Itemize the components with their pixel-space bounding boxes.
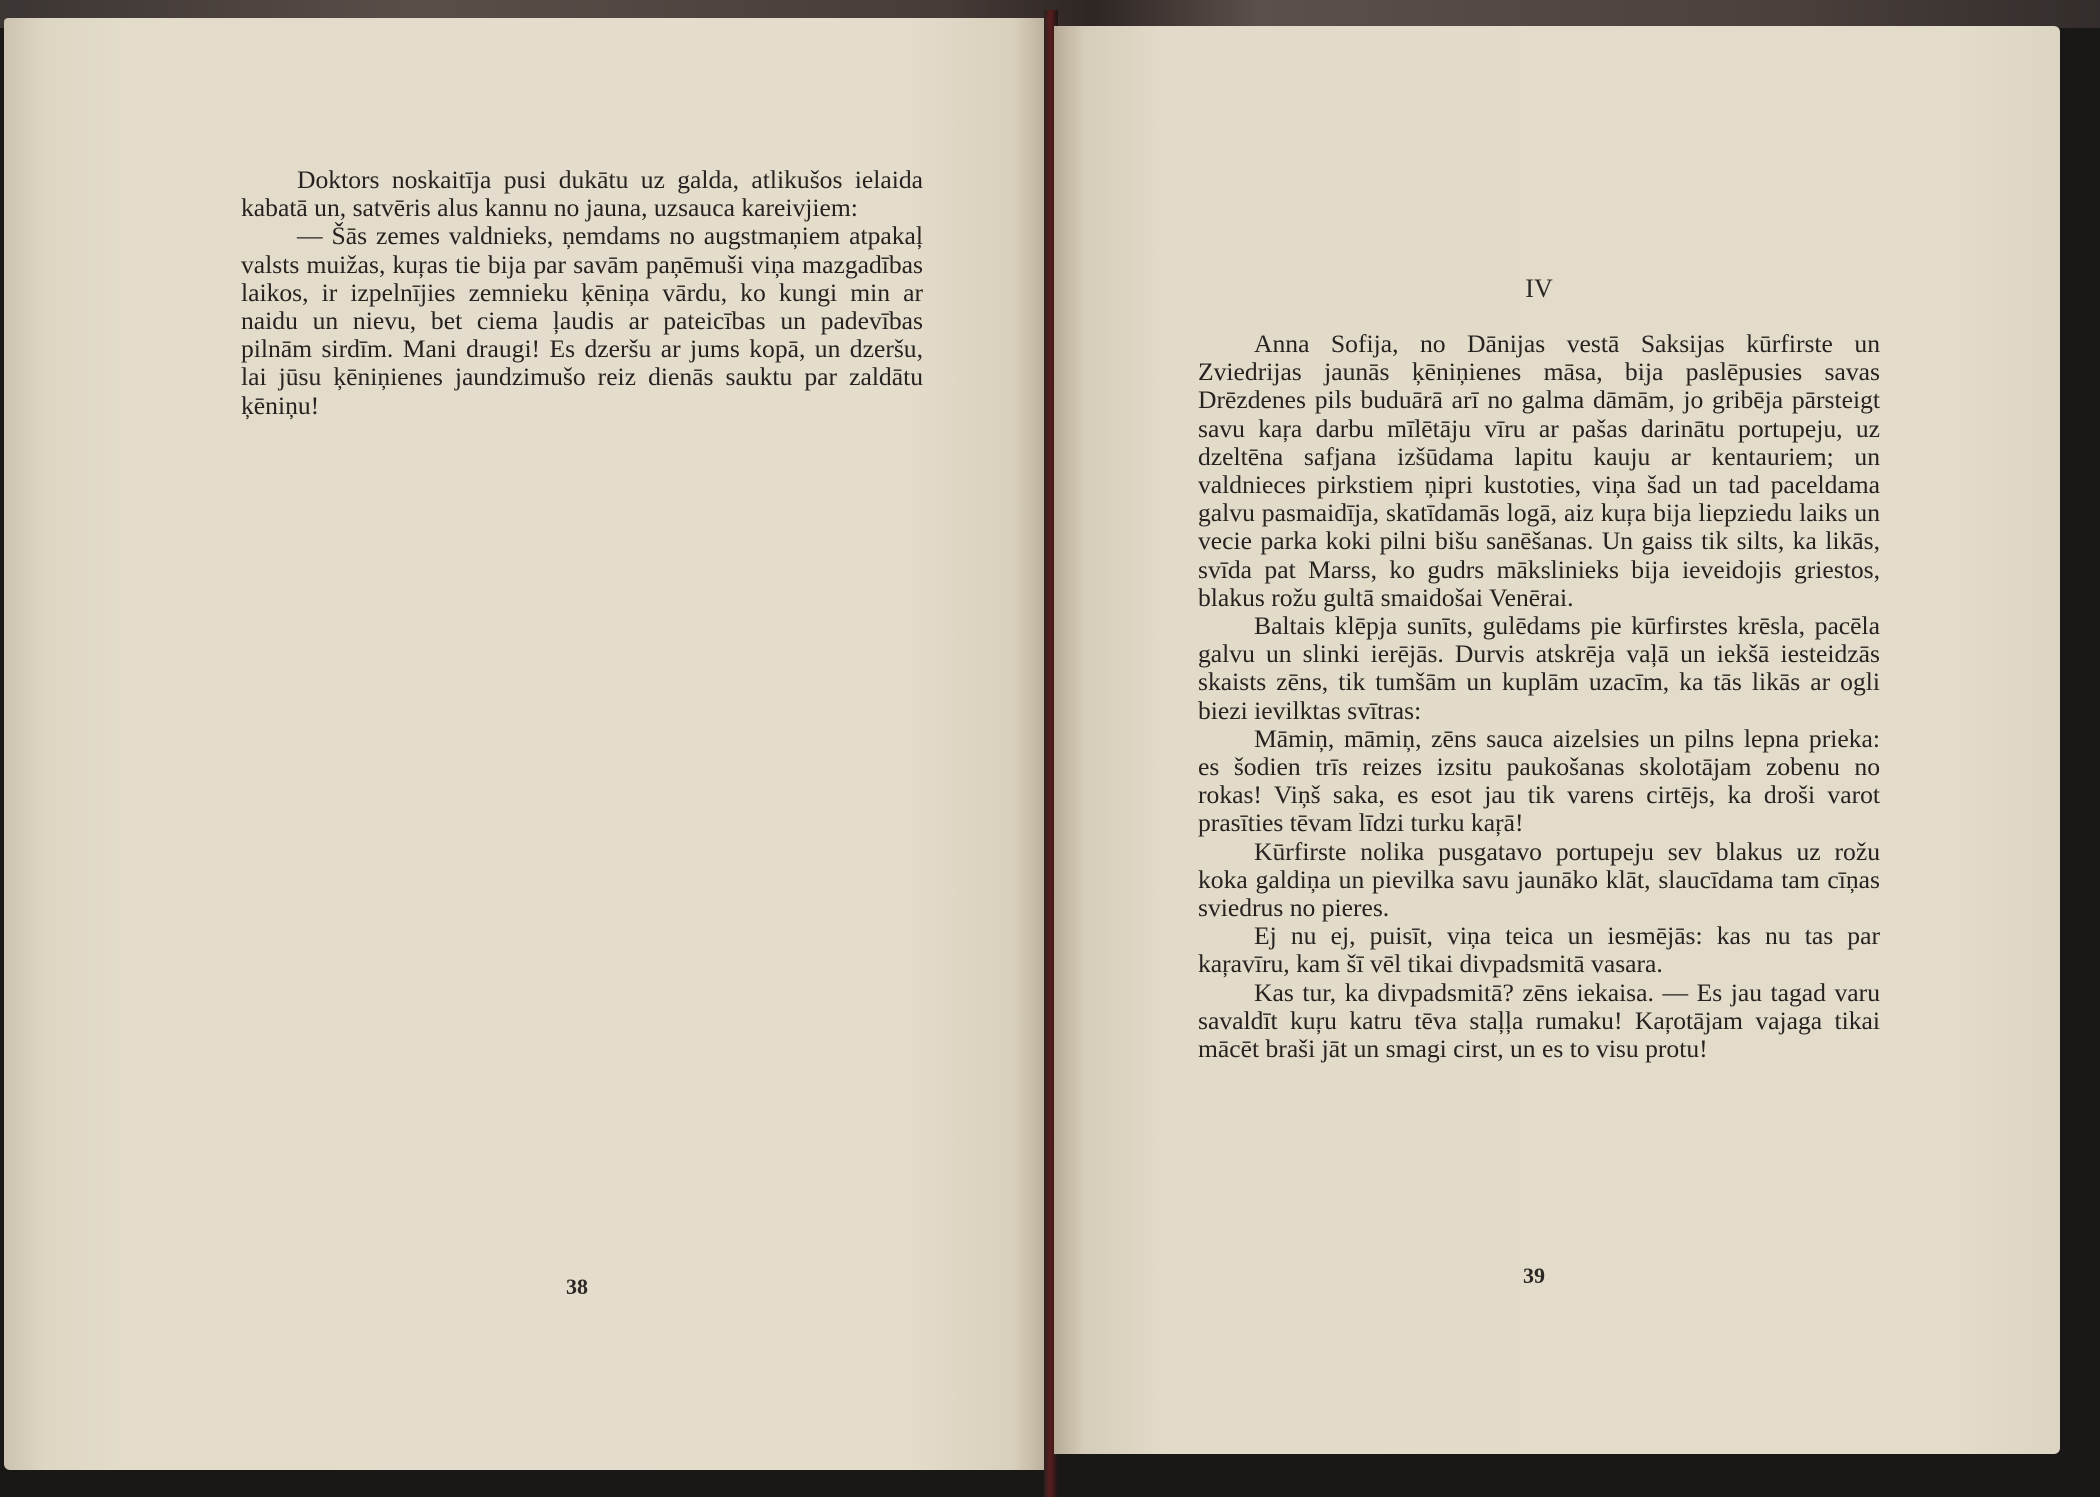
paragraph: Kas tur, ka divpadsmitā? zēns iekaisa. — Es jau tagad varu savaldīt kuŗu katru tēva staļļa rumaku! Kaŗotājam vajaga tikai mācēt braši jāt un smagi cirst, un es to visu protu! bbox=[1198, 977, 1880, 1064]
paragraph: Baltais klēpja sunīts, gulēdams pie kūrfirstes krēsla, pacēla galvu un slinki ierējās. Durvis atskrēja vaļā un iekšā iesteidzās skaists zēns, tik tumšām un kuplām uzacīm, ka tās likās ar ogli biezi ievilktas svītras: bbox=[1198, 611, 1880, 725]
chapter-heading: IV bbox=[1525, 274, 1553, 303]
right-page-text bbox=[1198, 330, 1880, 1063]
paragraph: Ej nu ej, puisīt, viņa teica un iesmējās: kas nu tas par kaŗavīru, kam šī vēl tikai divpadsmitā vasara. bbox=[1198, 921, 1880, 979]
page-number-right: 39 bbox=[1523, 1263, 1545, 1288]
paragraph: Anna Sofija, no Dānijas vestā Saksijas kūrfirste un Zviedrijas jaunās ķēniņienes māsa, bija paslēpusies savas Drēzdenes pils buduārā arī no galma dāmām, jo gribēja pārsteigt savu kaŗa darbu mīlētāju vīru ar pašas darinātu portupeju, uz dzeltēna safjana izšūdama lapitu kauju ar kentauriem; un valdnieces pirkstiem ņipri kustoties, viņa šad un tad paceldama galvu pasmaidīja, skatīdamās logā, aiz kuŗa bija liepziedu laiks un vecie parka koki pilni bišu sanēšanas. Un gaiss tik silts, ka likās, svīda pat Marss, ko gudrs mākslinieks bija ieveidojis griestos, blakus rožu gultā smaidošai Venērai. bbox=[1198, 329, 1880, 612]
paragraph: Kūrfirste nolika pusgatavo portupeju sev blakus uz rožu koka galdiņa un pievilka savu jaunāko klāt, slaucīdama tam cīņas sviedrus no pieres. bbox=[1198, 836, 1880, 923]
paragraph: Doktors noskaitīja pusi dukātu uz galda, atlikušos ielaida kabatā un, satvēris alus kannu no jauna, uzsauca kareivjiem: bbox=[241, 165, 923, 223]
paragraph: Māmiņ, māmiņ, zēns sauca aizelsies un pilns lepna prieka: es šodien trīs reizes izsitu paukošanas skolotājam zobenu no rokas! Viņš saka, es esot jau tik varens cirtējs, ka droši varot prasīties tēvam līdzi turku kaŗā! bbox=[1198, 723, 1880, 838]
page-number-left: 38 bbox=[566, 1274, 588, 1299]
left-page-text bbox=[241, 166, 923, 420]
paragraph: — Šās zemes valdnieks, ņemdams no augstmaņiem atpakaļ valsts muižas, kuŗas tie bija par savām paņēmuši viņa mazgadības laikos, ir izpelnījies zemnieku ķēniņa vārdu, ko kungi min ar naidu un nievu, bet ciema ļaudis ar pateicības un padevības pilnām sirdīm. Mani draugi! Es dzeršu ar jums kopā, un dzeršu, lai jūsu ķēniņienes jaundzimušo reiz dienās sauktu par zaldātu ķēniņu! bbox=[241, 221, 923, 420]
